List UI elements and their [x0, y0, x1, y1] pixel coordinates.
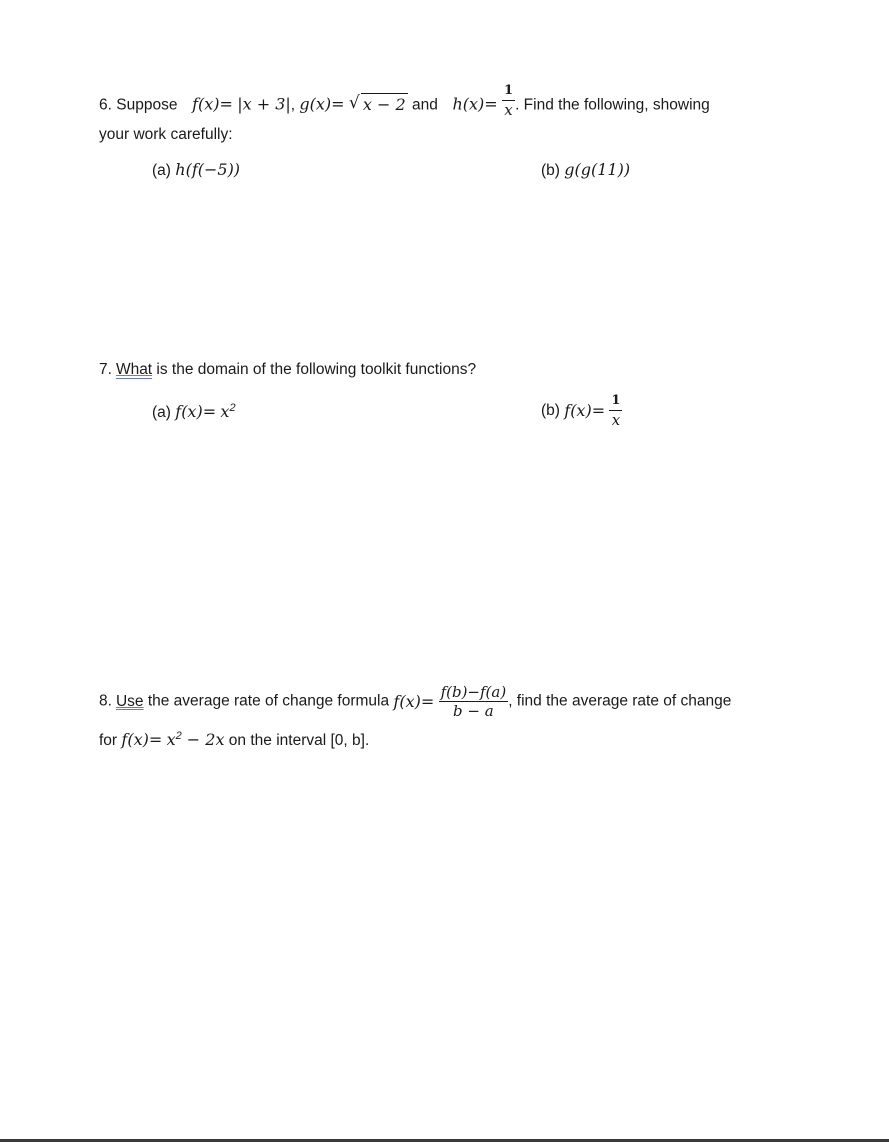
page-bottom-border	[0, 1139, 889, 1142]
q7-part-a-lhs: f(x)=	[175, 402, 217, 422]
q8-line2-exponent: 2	[175, 730, 182, 742]
q6-part-b	[541, 160, 630, 180]
q8-line2-end: on the interval [0, b].	[224, 732, 370, 750]
question-7-number: 7.	[99, 361, 112, 378]
q8-fraction-numerator: f(b)−f(a)	[440, 683, 507, 701]
q6-separator: ,	[290, 96, 296, 114]
q8-f-lhs: f(x)=	[393, 692, 435, 711]
q6-g-radicand: x − 2	[362, 94, 406, 114]
question-6-intro: Suppose	[116, 96, 178, 114]
question-7-line-1	[99, 361, 476, 379]
q6-h-definition: h(x)=	[452, 94, 498, 114]
q6-f-definition: f(x)=	[192, 94, 233, 114]
q6-h-denominator: x	[504, 101, 513, 119]
q8-line2-lhs: f(x)=	[121, 730, 163, 750]
q8-line2-base: x	[166, 730, 176, 750]
q7-part-b-denominator: x	[611, 411, 621, 429]
question-6-line-1	[99, 83, 710, 119]
q7-question-text: is the domain of the following toolkit functions?	[152, 361, 477, 378]
q7-part-b-fraction	[609, 392, 622, 429]
q7-part-b	[541, 392, 622, 429]
q6-g-sqrt	[349, 95, 408, 114]
question-8-number: 8.	[99, 692, 112, 710]
q6-part-b-expression: g(g(11))	[564, 160, 631, 179]
q8-underlined-word: Use	[115, 692, 144, 710]
q6-tail: . Find the following, showing	[515, 96, 710, 114]
q7-part-a-exponent: 2	[229, 402, 236, 414]
question-8-line-2	[99, 730, 369, 750]
q8-line2-prefix: for	[99, 732, 118, 750]
q7-part-b-lhs: f(x)=	[564, 401, 606, 420]
q8-question-text: the average rate of change formula	[143, 692, 390, 710]
q6-part-a-label: (a)	[152, 162, 171, 179]
q6-and-word: and	[411, 96, 438, 114]
q8-fraction-denominator: b − a	[453, 702, 494, 720]
q7-part-a-base: x	[220, 402, 230, 422]
question-6-line-2: your work carefully:	[99, 126, 233, 143]
q6-h-fraction	[502, 82, 515, 119]
q6-part-a-expression: h(f(−5))	[175, 160, 241, 179]
q8-line2-math: − 2x	[181, 730, 225, 750]
q6-part-b-label: (b)	[541, 162, 560, 179]
q7-part-a	[152, 402, 236, 422]
q6-g-definition: g(x)=	[299, 94, 345, 114]
question-6-number: 6.	[99, 96, 112, 114]
q7-part-b-label: (b)	[541, 401, 560, 419]
q6-part-a	[152, 160, 240, 180]
q7-part-a-label: (a)	[152, 404, 171, 422]
question-8-line-1	[99, 683, 731, 720]
q6-h-numerator: 1	[502, 82, 515, 101]
q8-tail: , find the average rate of change	[508, 692, 732, 710]
q6-f-expression: |x + 3|	[237, 94, 291, 114]
q7-underlined-word: What	[115, 361, 153, 378]
q7-part-b-numerator: 1	[609, 392, 622, 411]
q8-rate-fraction	[439, 683, 509, 720]
